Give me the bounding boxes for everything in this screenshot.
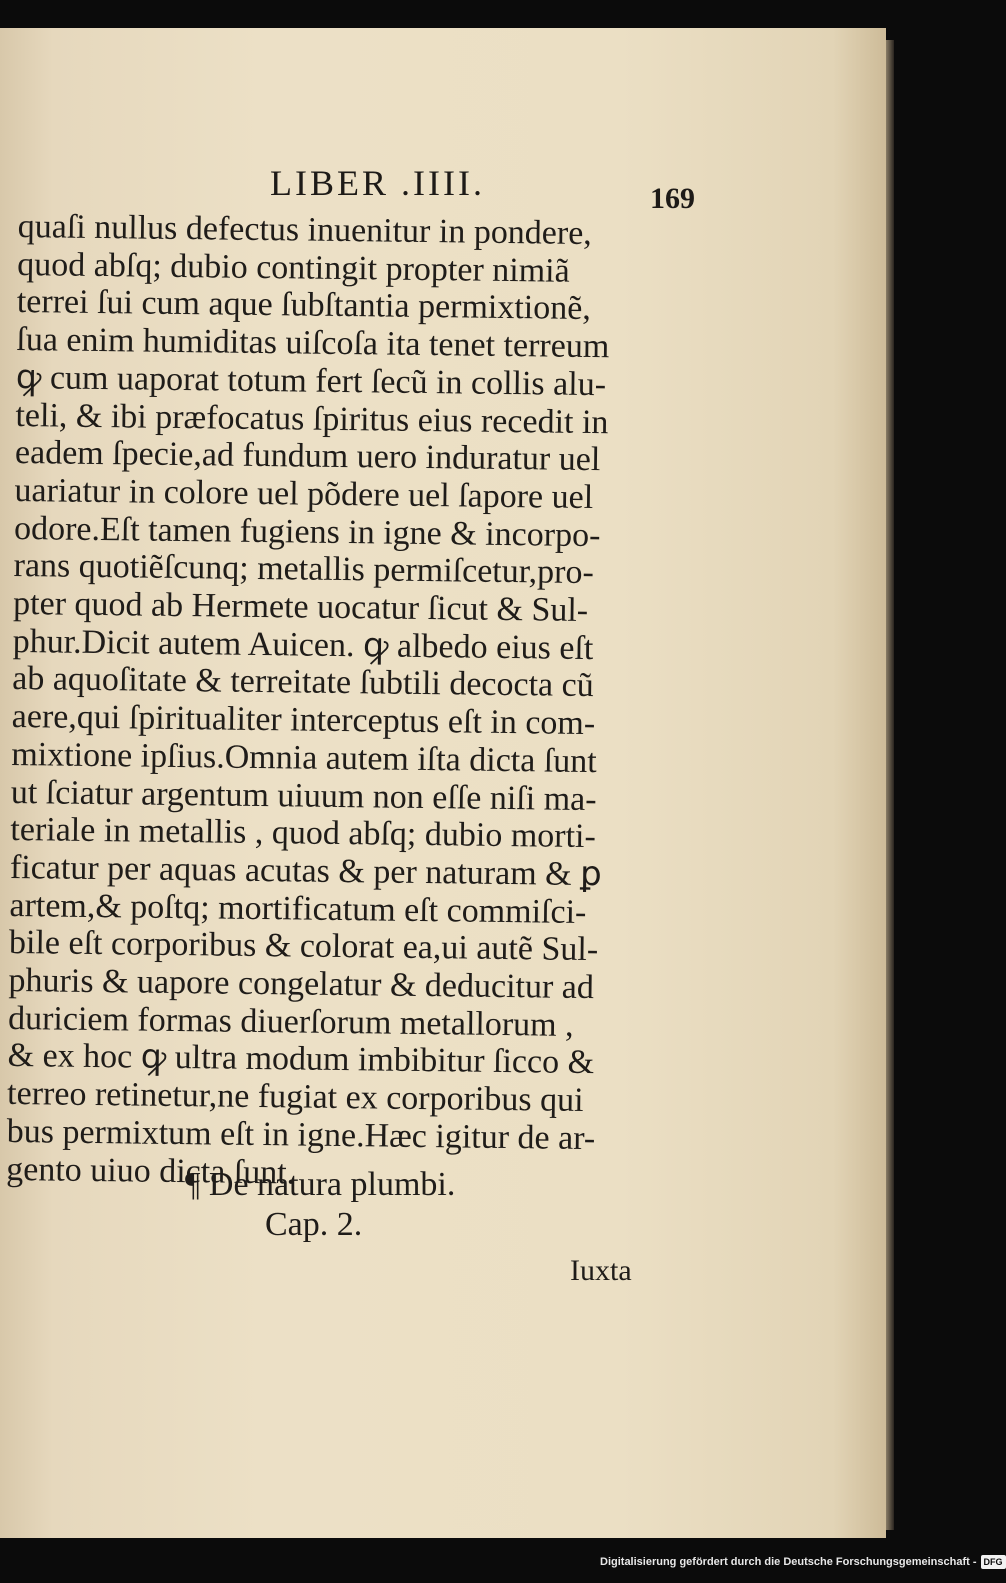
text-line: odore.Eſt tamen fugiens in igne & incorpo-: [13, 509, 601, 554]
text-line: pter quod ab Hermete uocatur ſicut & Sul-: [12, 585, 589, 630]
body-text: [6, 208, 708, 1197]
text-line: ab aquoſitate & terreitate ſubtili decocta cũ: [12, 660, 594, 705]
text-line: uariatur in colore uel põdere uel ſapore uel: [14, 471, 594, 516]
text-line: teriale in metallis , quod abſq; dubio morti-: [10, 811, 597, 856]
running-head: LIBER .IIII.: [270, 163, 485, 203]
section-heading-block: [185, 1166, 455, 1246]
text-line: ſua enim humiditas uiſcoſa ita tenet terreum: [16, 321, 610, 366]
text-line: mixtione ipſius.Omnia autem iſta dicta ſunt: [11, 735, 597, 780]
text-line: rans quotiẽſcunq; metallis permiſcetur,pro-: [13, 547, 595, 592]
text-line: terreo retinetur,ne fugiat ex corporibus qui: [6, 1075, 584, 1120]
text-line: eadem ſpecie,ad fundum uero induratur uel: [14, 434, 601, 479]
text-line: aere,qui ſpiritualiter interceptus eſt in com-: [11, 698, 596, 743]
folio-number: 169: [650, 182, 695, 215]
text-line: teli, & ibi præfocatus ſpiritus eius recedit in: [15, 396, 609, 441]
chapter-label: Cap. 2.: [265, 1206, 363, 1243]
text-line: ut ſciatur argentum uiuum non eſſe niſi ma-: [10, 773, 597, 818]
text-line: & ex hoc ꝙ ultra modum imbibitur ſicco &: [7, 1037, 595, 1082]
text-line: ficatur per aquas acutas & per naturam & ꝑ: [9, 848, 602, 894]
text-line: quod abſq; dubio contingit propter nimiã: [17, 245, 570, 290]
book-page: [0, 28, 886, 1538]
text-line: ꝙ cum uaporat totum fert ſecũ in collis alu-: [15, 358, 607, 404]
credit-text: Digitalisierung gefördert durch die Deutsche Forschungsgemeinschaft -: [600, 1556, 977, 1568]
text-line: gento uiuo dicta ſunt.: [6, 1150, 296, 1192]
text-line: phur.Dicit autem Auicen. ꝙ albedo eius eſt: [12, 622, 594, 667]
text-line: bus permixtum eſt in igne.Hæc igitur de ar-: [6, 1112, 596, 1157]
dfg-logo: DFG: [981, 1555, 1006, 1569]
text-line: terrei ſui cum aque ſubſtantia permixtionẽ,: [16, 283, 592, 328]
text-line: quaſi nullus defectus inuenitur in pondere,: [17, 208, 593, 253]
catchword: Iuxta: [570, 1254, 632, 1287]
section-heading: ¶ De natura plumbi.: [185, 1166, 456, 1203]
digitization-credit: [600, 1552, 1006, 1572]
text-line: artem,& poſtq; mortificatum eſt commiſci-: [9, 886, 587, 931]
page-edge-shadow: [886, 40, 894, 1530]
text-line: duriciem formas diuerſorum metallorum ,: [7, 999, 574, 1044]
text-line: bile eſt corporibus & colorat ea,ui autẽ Sul-: [8, 924, 599, 969]
text-line: phuris & uapore congelatur & deducitur ad: [8, 962, 595, 1007]
